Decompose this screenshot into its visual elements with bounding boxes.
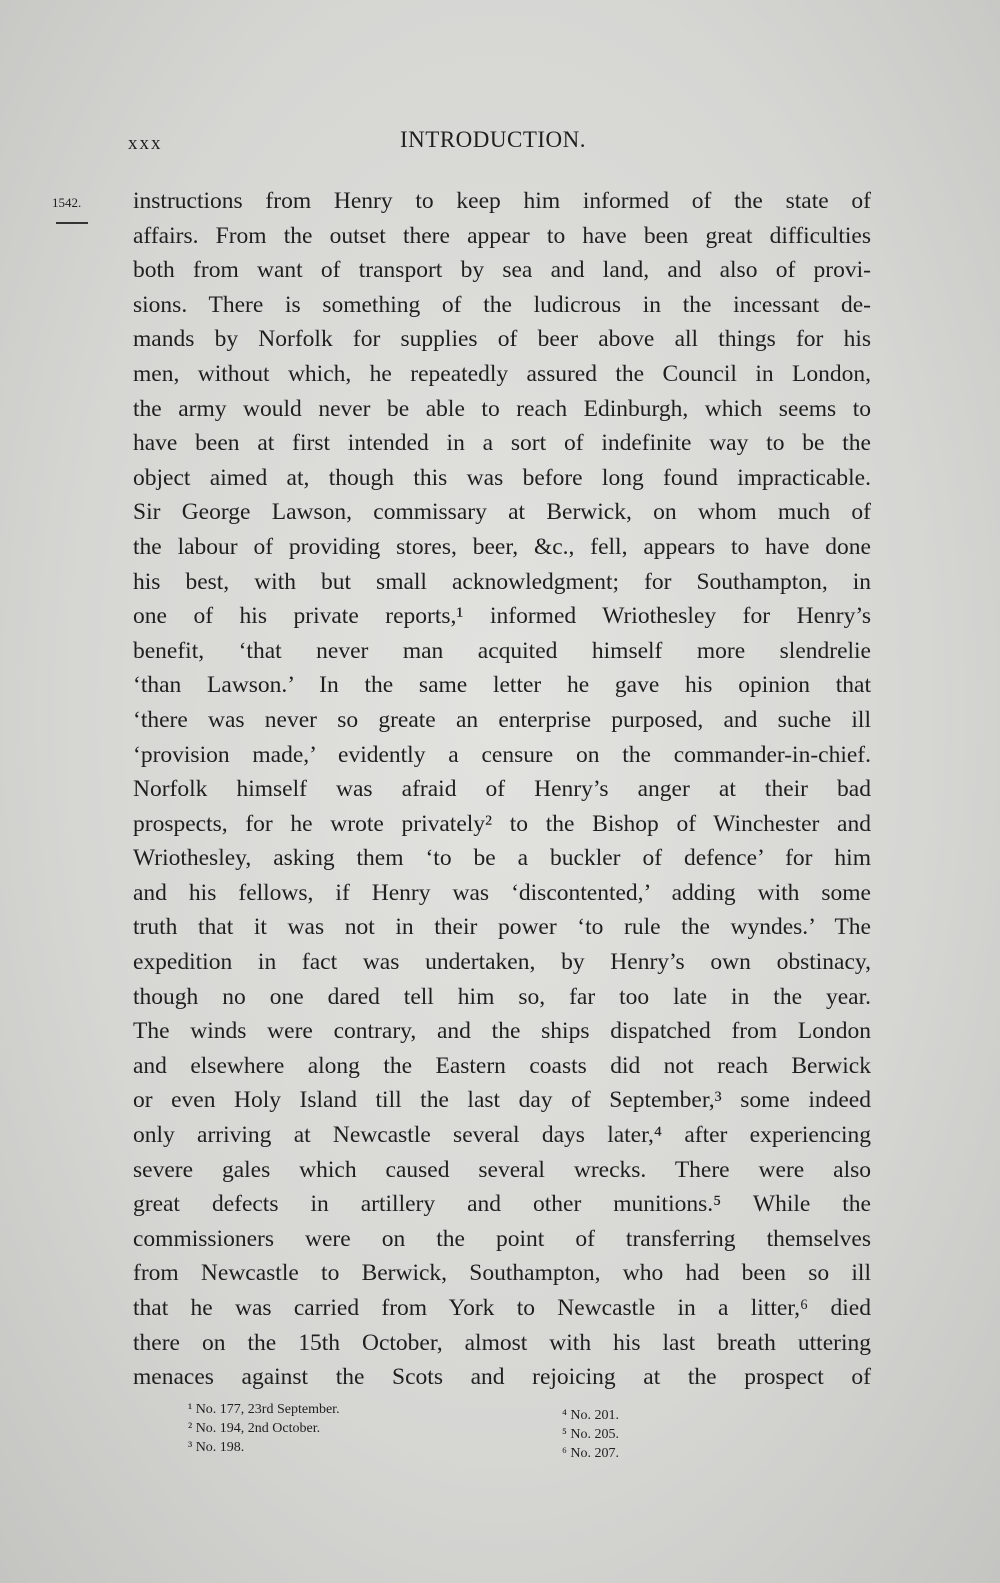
text-line: the army would never be able to reach Edinburgh, which seems to [133, 395, 871, 422]
text-line: or even Holy Island till the last day of September,³ some indeed [133, 1087, 871, 1114]
margin-rule-divider [56, 222, 88, 224]
text-line: mands by Norfolk for supplies of beer above all things for his [133, 326, 871, 353]
body-text [133, 184, 871, 1395]
footnote: ² No. 194, 2nd October. [188, 1421, 321, 1436]
text-line: Norfolk himself was afraid of Henry’s anger at their bad [133, 776, 871, 803]
footnotes-right-column [562, 1406, 702, 1463]
footnotes-left-column [188, 1400, 518, 1457]
text-line: his best, with but small acknowledgment; for Southampton, in [133, 568, 871, 595]
text-line: sions. There is something of the ludicrous in the incessant de- [133, 291, 871, 318]
text-line: ‘provision made,’ evidently a censure on the commander-in-chief. [133, 741, 871, 768]
text-line: severe gales which caused several wrecks. There were also [133, 1156, 871, 1183]
text-line: and elsewhere along the Eastern coasts did not reach Berwick [133, 1052, 871, 1079]
running-title: INTRODUCTION. [400, 127, 587, 152]
text-line: truth that it was not in their power ‘to rule the wyndes.’ The [133, 914, 871, 941]
footnote: ⁵ No. 205. [562, 1427, 619, 1442]
text-line: The winds were contrary, and the ships dispatched from London [133, 1018, 871, 1045]
text-line: menaces against the Scots and rejoicing at the prospect of [133, 1364, 871, 1391]
text-line: expedition in fact was undertaken, by Henry’s own obstinacy, [133, 949, 871, 976]
text-line: the labour of providing stores, beer, &c., fell, appears to have done [133, 533, 871, 560]
footnote: ³ No. 198. [188, 1440, 245, 1455]
text-line: there on the 15th October, almost with his last breath uttering [133, 1329, 871, 1356]
footnote: ¹ No. 177, 23rd September. [188, 1402, 340, 1417]
text-line: though no one dared tell him so, far too late in the year. [133, 983, 871, 1010]
footnote: ⁴ No. 201. [562, 1408, 619, 1423]
text-line: that he was carried from York to Newcastle in a litter,⁶ died [133, 1295, 871, 1321]
text-line: both from want of transport by sea and land, and also of provi- [133, 257, 871, 284]
text-line: affairs. From the outset there appear to have been great difficulties [133, 222, 871, 249]
page-number: xxx [128, 133, 163, 154]
margin-year-note: 1542. [52, 195, 82, 210]
text-line: only arriving at Newcastle several days later,⁴ after experiencing [133, 1122, 871, 1149]
text-line: commissioners were on the point of transferring themselves [133, 1225, 871, 1252]
text-line: object aimed at, though this was before long found impracticable. [133, 464, 871, 491]
text-line: Sir George Lawson, commissary at Berwick, on whom much of [133, 499, 871, 526]
text-line: one of his private reports,¹ informed Wriothesley for Henry’s [133, 603, 871, 630]
text-line: ‘than Lawson.’ In the same letter he gave his opinion that [133, 672, 871, 699]
footnote: ⁶ No. 207. [562, 1446, 619, 1461]
text-line: from Newcastle to Berwick, Southampton, who had been so ill [133, 1260, 871, 1287]
text-line: ‘there was never so greate an enterprise purposed, and suche ill [133, 706, 871, 733]
text-line: men, without which, he repeatedly assured the Council in London, [133, 360, 871, 387]
text-line: and his fellows, if Henry was ‘discontented,’ adding with some [133, 879, 871, 906]
text-line: have been at first intended in a sort of indefinite way to be the [133, 430, 871, 457]
text-line: benefit, ‘that never man acquited himself more slendrelie [133, 637, 871, 664]
text-line: Wriothesley, asking them ‘to be a buckler of defence’ for him [133, 845, 871, 872]
text-line: great defects in artillery and other munitions.⁵ While the [133, 1191, 871, 1218]
text-line: prospects, for he wrote privately² to the Bishop of Winchester and [133, 810, 871, 837]
text-line: instructions from Henry to keep him informed of the state of [133, 188, 871, 214]
